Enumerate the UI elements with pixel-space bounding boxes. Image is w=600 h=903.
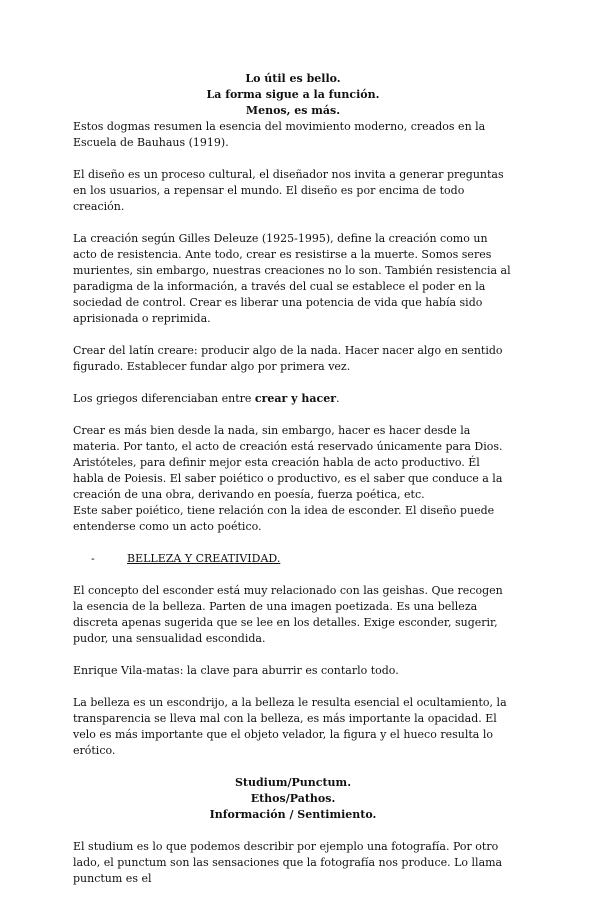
paragraph-deleuze: La creación según Gilles Deleuze (1925-1995), define la creación como un acto de resistencia. Ante todo, crear es resistirse a la muerte. Somos seres murientes, sin embargo, nuestras creaciones no lo son. También resistencia al paradigma de la información, a través del cual se establece el poder en la sociedad de control. Crear es liberar una potencia de vida que había sido aprisionada o reprimida.	[73, 232, 511, 325]
paragraph-geishas: El concepto del esconder está muy relacionado con las geishas. Que recogen la esencia de la belleza. Parten de una imagen poetizada. Es una belleza discreta apenas sugerida que se lee en los detalles. Exige esconder, sugerir, pudor, una sensualidad escondida.	[73, 584, 503, 645]
studium-heading-block	[73, 775, 513, 823]
paragraph-escondrijo: La belleza es un escondrijo, a la belleza le resulta esencial el ocultamiento, la transparencia se lleva mal con la belleza, es más importante la opacidad. El velo es más importante que el objeto velador, la figura y el hueco resulta lo erótico.	[73, 696, 507, 757]
crear-hacer-bold: crear y hacer	[254, 392, 336, 405]
griegos-period: .	[336, 392, 340, 405]
title-line-3: Menos, es más.	[245, 104, 341, 117]
paragraph-studium: El studium es lo que podemos describir por ejemplo una fotografía. Por otro lado, el punctum son las sensaciones que la fotografía nos produce. Lo llama punctum es el	[73, 840, 503, 885]
title-line-1: Lo útil es bello.	[245, 72, 341, 85]
paragraph-vila-matas: Enrique Vila-matas: la clave para aburrir es contarlo todo.	[73, 664, 399, 677]
title-line-2: La forma sigue a la función.	[206, 88, 380, 101]
paragraph-saber-poietico: Este saber poiético, tiene relación con la idea de esconder. El diseño puede entenderse como un acto poético.	[73, 504, 495, 533]
document-page	[73, 71, 513, 903]
heading2-line-1: Studium/Punctum.	[234, 776, 352, 789]
bullet-heading-text: BELLEZA Y CREATIVIDAD.	[127, 552, 281, 565]
bullet-dash: -	[91, 552, 95, 565]
bullet-belleza-creatividad	[73, 551, 513, 567]
heading2-line-3: Información / Sentimiento.	[209, 808, 377, 821]
heading2-line-2: Ethos/Pathos.	[250, 792, 336, 805]
paragraph-bauhaus: Estos dogmas resumen la esencia del movimiento moderno, creados en la Escuela de Bauhaus (1919).	[73, 120, 486, 149]
title-block	[73, 71, 513, 119]
griegos-text: Los griegos diferenciaban entre	[73, 392, 255, 405]
paragraph-diseno-cultural: El diseño es un proceso cultural, el diseñador nos invita a generar preguntas en los usuarios, a repensar el mundo. El diseño es por encima de todo creación.	[73, 168, 504, 213]
paragraph-aristoteles: Crear es más bien desde la nada, sin embargo, hacer es hacer desde la materia. Por tanto, el acto de creación está reservado únicamente para Dios. Aristóteles, para definir mejor esta creación habla de acto productivo. Él habla de Poiesis. El saber poiético o productivo, es el saber que conduce a la creación de una obra, derivando en poesía, fuerza poética, etc.	[73, 424, 503, 501]
paragraph-griegos	[73, 391, 513, 407]
paragraph-crear-latin: Crear del latín creare: producir algo de la nada. Hacer nacer algo en sentido figurado. Establecer fundar algo por primera vez.	[73, 344, 503, 373]
